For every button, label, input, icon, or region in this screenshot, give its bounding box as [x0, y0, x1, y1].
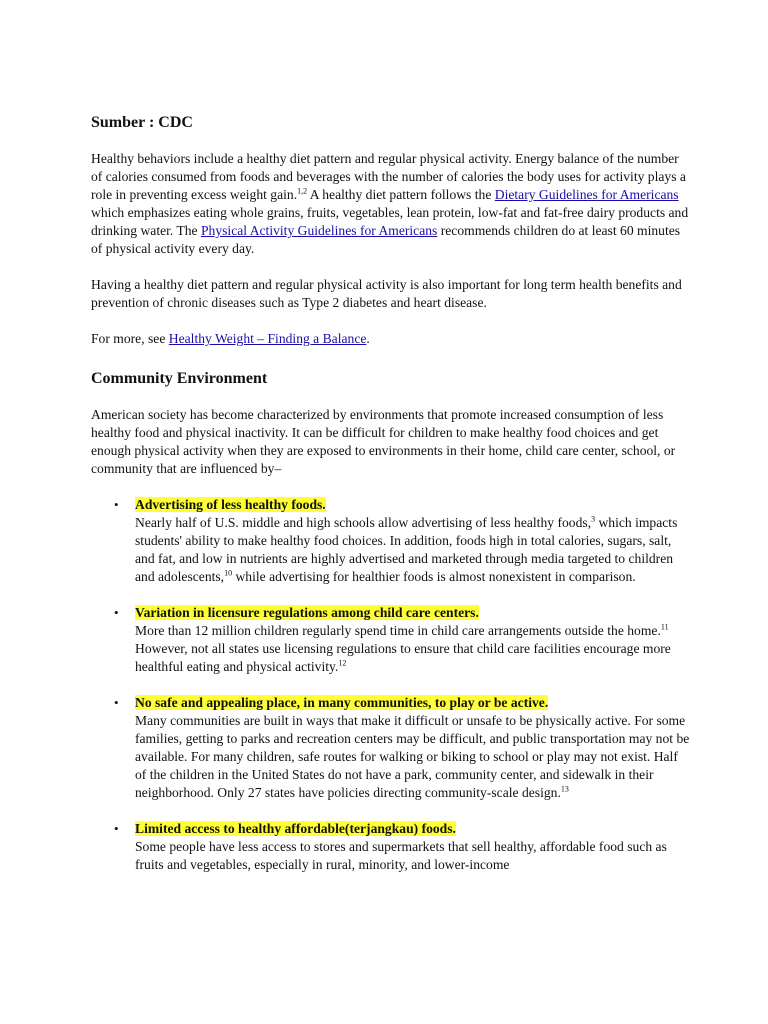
- intro-text-period: .: [366, 331, 370, 346]
- intro-text-see: For more, see: [91, 331, 169, 346]
- list-item-title: Limited access to healthy affordable(terjangkau) foods.: [135, 821, 456, 836]
- list-item-text: Some people have less access to stores and supermarkets that sell healthy, affordable food such as fruits and vegetables, especially in rural, minority, and lower-income: [135, 839, 667, 872]
- citation-superscript: 1,2: [297, 186, 308, 196]
- list-item: [91, 694, 691, 802]
- community-intro-paragraph: American society has become characterized by environments that promote increased consumption of less healthy food and physical inactivity. It can be difficult for children to make healthy food choices and get enough physical activity when they are exposed to environments in their home, child care center, school, or community that are influenced by–: [91, 407, 676, 476]
- list-item-text: Nearly half of U.S. middle and high schools allow advertising of less healthy foods,: [135, 515, 592, 530]
- intro-text-c: which emphasizes eating whole grains, fruits, vegetables, lean protein, low-fat and fat-free dairy products and drinking water. The: [91, 205, 689, 238]
- source-heading: Sumber : CDC: [91, 114, 193, 131]
- document-page: [91, 112, 691, 892]
- citation-superscript: 10: [224, 568, 233, 578]
- intro-text-b: A healthy diet pattern follows the: [307, 187, 495, 202]
- citation-superscript: 11: [660, 622, 669, 632]
- list-item-text: while advertising for healthier foods is almost nonexistent in comparison.: [232, 569, 636, 584]
- list-item-text: Many communities are built in ways that make it difficult or unsafe to be physically active. For some families, getting to parks and recreation centers may be difficult, and public transportation may not be available. For many children, safe routes for walking or biking to school or play may not exist. Half of the children in the United States do not have a park, community center, and sidewalk in their neighborhood. Only 27 states have policies directing community-scale design.: [135, 713, 690, 800]
- list-item-title: Advertising of less healthy foods.: [135, 497, 326, 512]
- healthy-weight-link[interactable]: Healthy Weight – Finding a Balance: [168, 331, 367, 346]
- intro-text-a: Healthy behaviors include a healthy diet pattern and regular physical activity. Energy balance of the number of calories consumed from foods and beverages with the number of calories the body uses for activity plays a role in preventing excess weight gain.: [91, 151, 686, 202]
- list-item: [91, 604, 691, 676]
- intro-paragraph-3: [91, 330, 691, 348]
- physical-activity-guidelines-link[interactable]: Physical Activity Guidelines for Americans: [200, 223, 438, 238]
- community-heading: Community Environment: [91, 370, 268, 387]
- list-item: [91, 820, 691, 874]
- factor-list: [91, 496, 691, 874]
- intro-paragraph-1: [91, 150, 691, 258]
- bullet-icon: •: [114, 821, 119, 836]
- intro-paragraph-2: Having a healthy diet pattern and regular physical activity is also important for long term health benefits and prevention of chronic diseases such as Type 2 diabetes and heart disease.: [91, 277, 682, 310]
- list-item-title: Variation in licensure regulations among child care centers.: [135, 605, 479, 620]
- list-item: [91, 496, 691, 586]
- citation-superscript: 3: [591, 514, 596, 524]
- bullet-icon: •: [114, 497, 119, 512]
- list-item-text: However, not all states use licensing regulations to ensure that child care facilities encourage more healthful eating and physical activity.: [135, 641, 671, 674]
- bullet-icon: •: [114, 695, 119, 710]
- citation-superscript: 12: [338, 658, 347, 668]
- intro-text-d: recommends children do at least 60 minutes of physical activity every day.: [91, 223, 681, 256]
- bullet-icon: •: [114, 605, 119, 620]
- list-item-text: which impacts students' ability to make healthy food choices. In addition, foods high in total calories, sugars, salt, and fat, and low in nutrients are highly advertised and marketed through media targeted to children and adolescents,: [135, 515, 678, 584]
- list-item-title: No safe and appealing place, in many communities, to play or be active.: [135, 695, 549, 710]
- citation-superscript: 13: [560, 784, 569, 794]
- list-item-text: More than 12 million children regularly spend time in child care arrangements outside the home.: [135, 623, 661, 638]
- dietary-guidelines-link[interactable]: Dietary Guidelines for Americans: [494, 187, 679, 202]
